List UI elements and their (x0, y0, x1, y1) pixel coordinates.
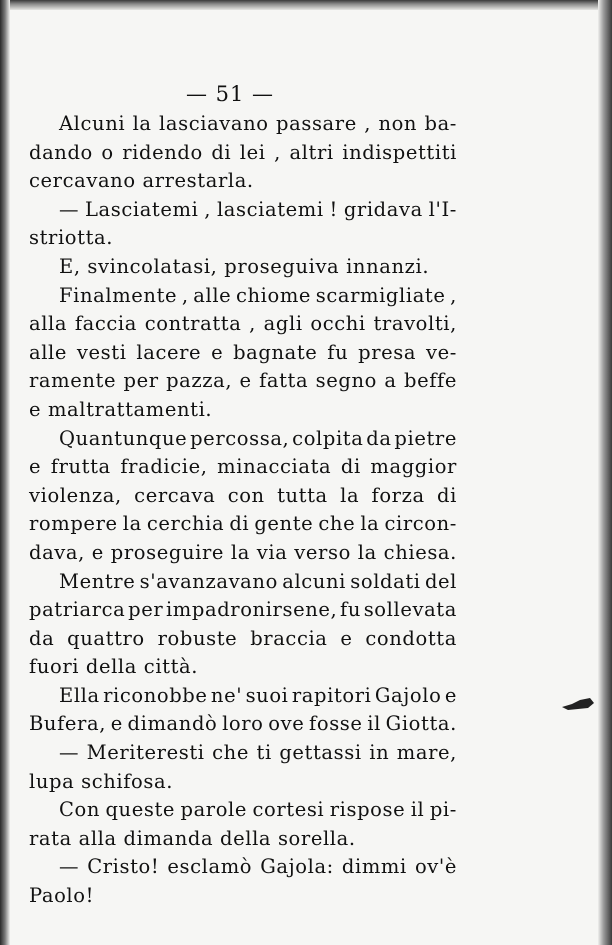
ink-blot-mark (560, 695, 596, 715)
text-line: patriarca per impadronirsene, fu sollevata (29, 598, 457, 622)
text-line: e maltrattamenti. (29, 397, 213, 421)
text-line: rata alla dimanda della sorella. (29, 826, 356, 850)
text-line: dando o ridendo di lei , altri indispettiti (29, 140, 457, 164)
page-number: — 51 — (185, 82, 275, 106)
text-line: Paolo! (29, 884, 95, 908)
text-line: e frutta fradicie, minacciata di maggior (29, 455, 457, 479)
body-text (29, 110, 457, 911)
page-top-edge (0, 0, 612, 10)
text-line: Con queste parole cortesi rispose il pi- (59, 798, 457, 822)
text-line: Alcuni la lasciavano passare , non ba- (59, 112, 457, 135)
text-line: lupa schifosa. (29, 769, 174, 793)
text-line: Finalmente , alle chiome scarmigliate , (59, 283, 457, 307)
text-line: Mentre s'avanzavano alcuni soldati del (59, 569, 457, 593)
text-line: cercavano arrestarla. (29, 169, 254, 193)
text-line: alle vesti lacere e bagnate fu presa ve- (29, 340, 457, 364)
text-line: E, svincolatasi, proseguiva innanzi. (59, 254, 430, 278)
text-line: violenza, cercava con tutta la forza di (29, 483, 457, 507)
text-line: da quattro robuste braccia e condotta (29, 626, 457, 650)
text-line: — Cristo! esclamò Gajola: dimmi ov'è (59, 855, 457, 879)
text-line: striotta. (29, 226, 114, 250)
text-line: dava, e proseguire la via verso la chiesa. (29, 540, 457, 564)
text-line: Bufera, e dimandò loro ove fosse il Giotta. (29, 712, 457, 736)
page-left-edge (0, 0, 10, 945)
text-line: fuori della città. (29, 655, 199, 679)
page-right-edge (598, 0, 612, 945)
text-line: Quantunque percossa, colpita da pietre (59, 426, 457, 450)
text-line: ramente per pazza, e fatta segno a beffe (29, 369, 457, 393)
text-line: rompere la cerchia di gente che la circon- (29, 512, 457, 536)
text-line: — Lasciatemi , lasciatemi ! gridava l'I- (59, 197, 457, 221)
text-line: Ella riconobbe ne' suoi rapitori Gajolo e (59, 683, 457, 707)
text-line: alla faccia contratta , agli occhi travolti, (29, 312, 457, 336)
text-line: — Meriteresti che ti gettassi in mare, (59, 741, 457, 765)
